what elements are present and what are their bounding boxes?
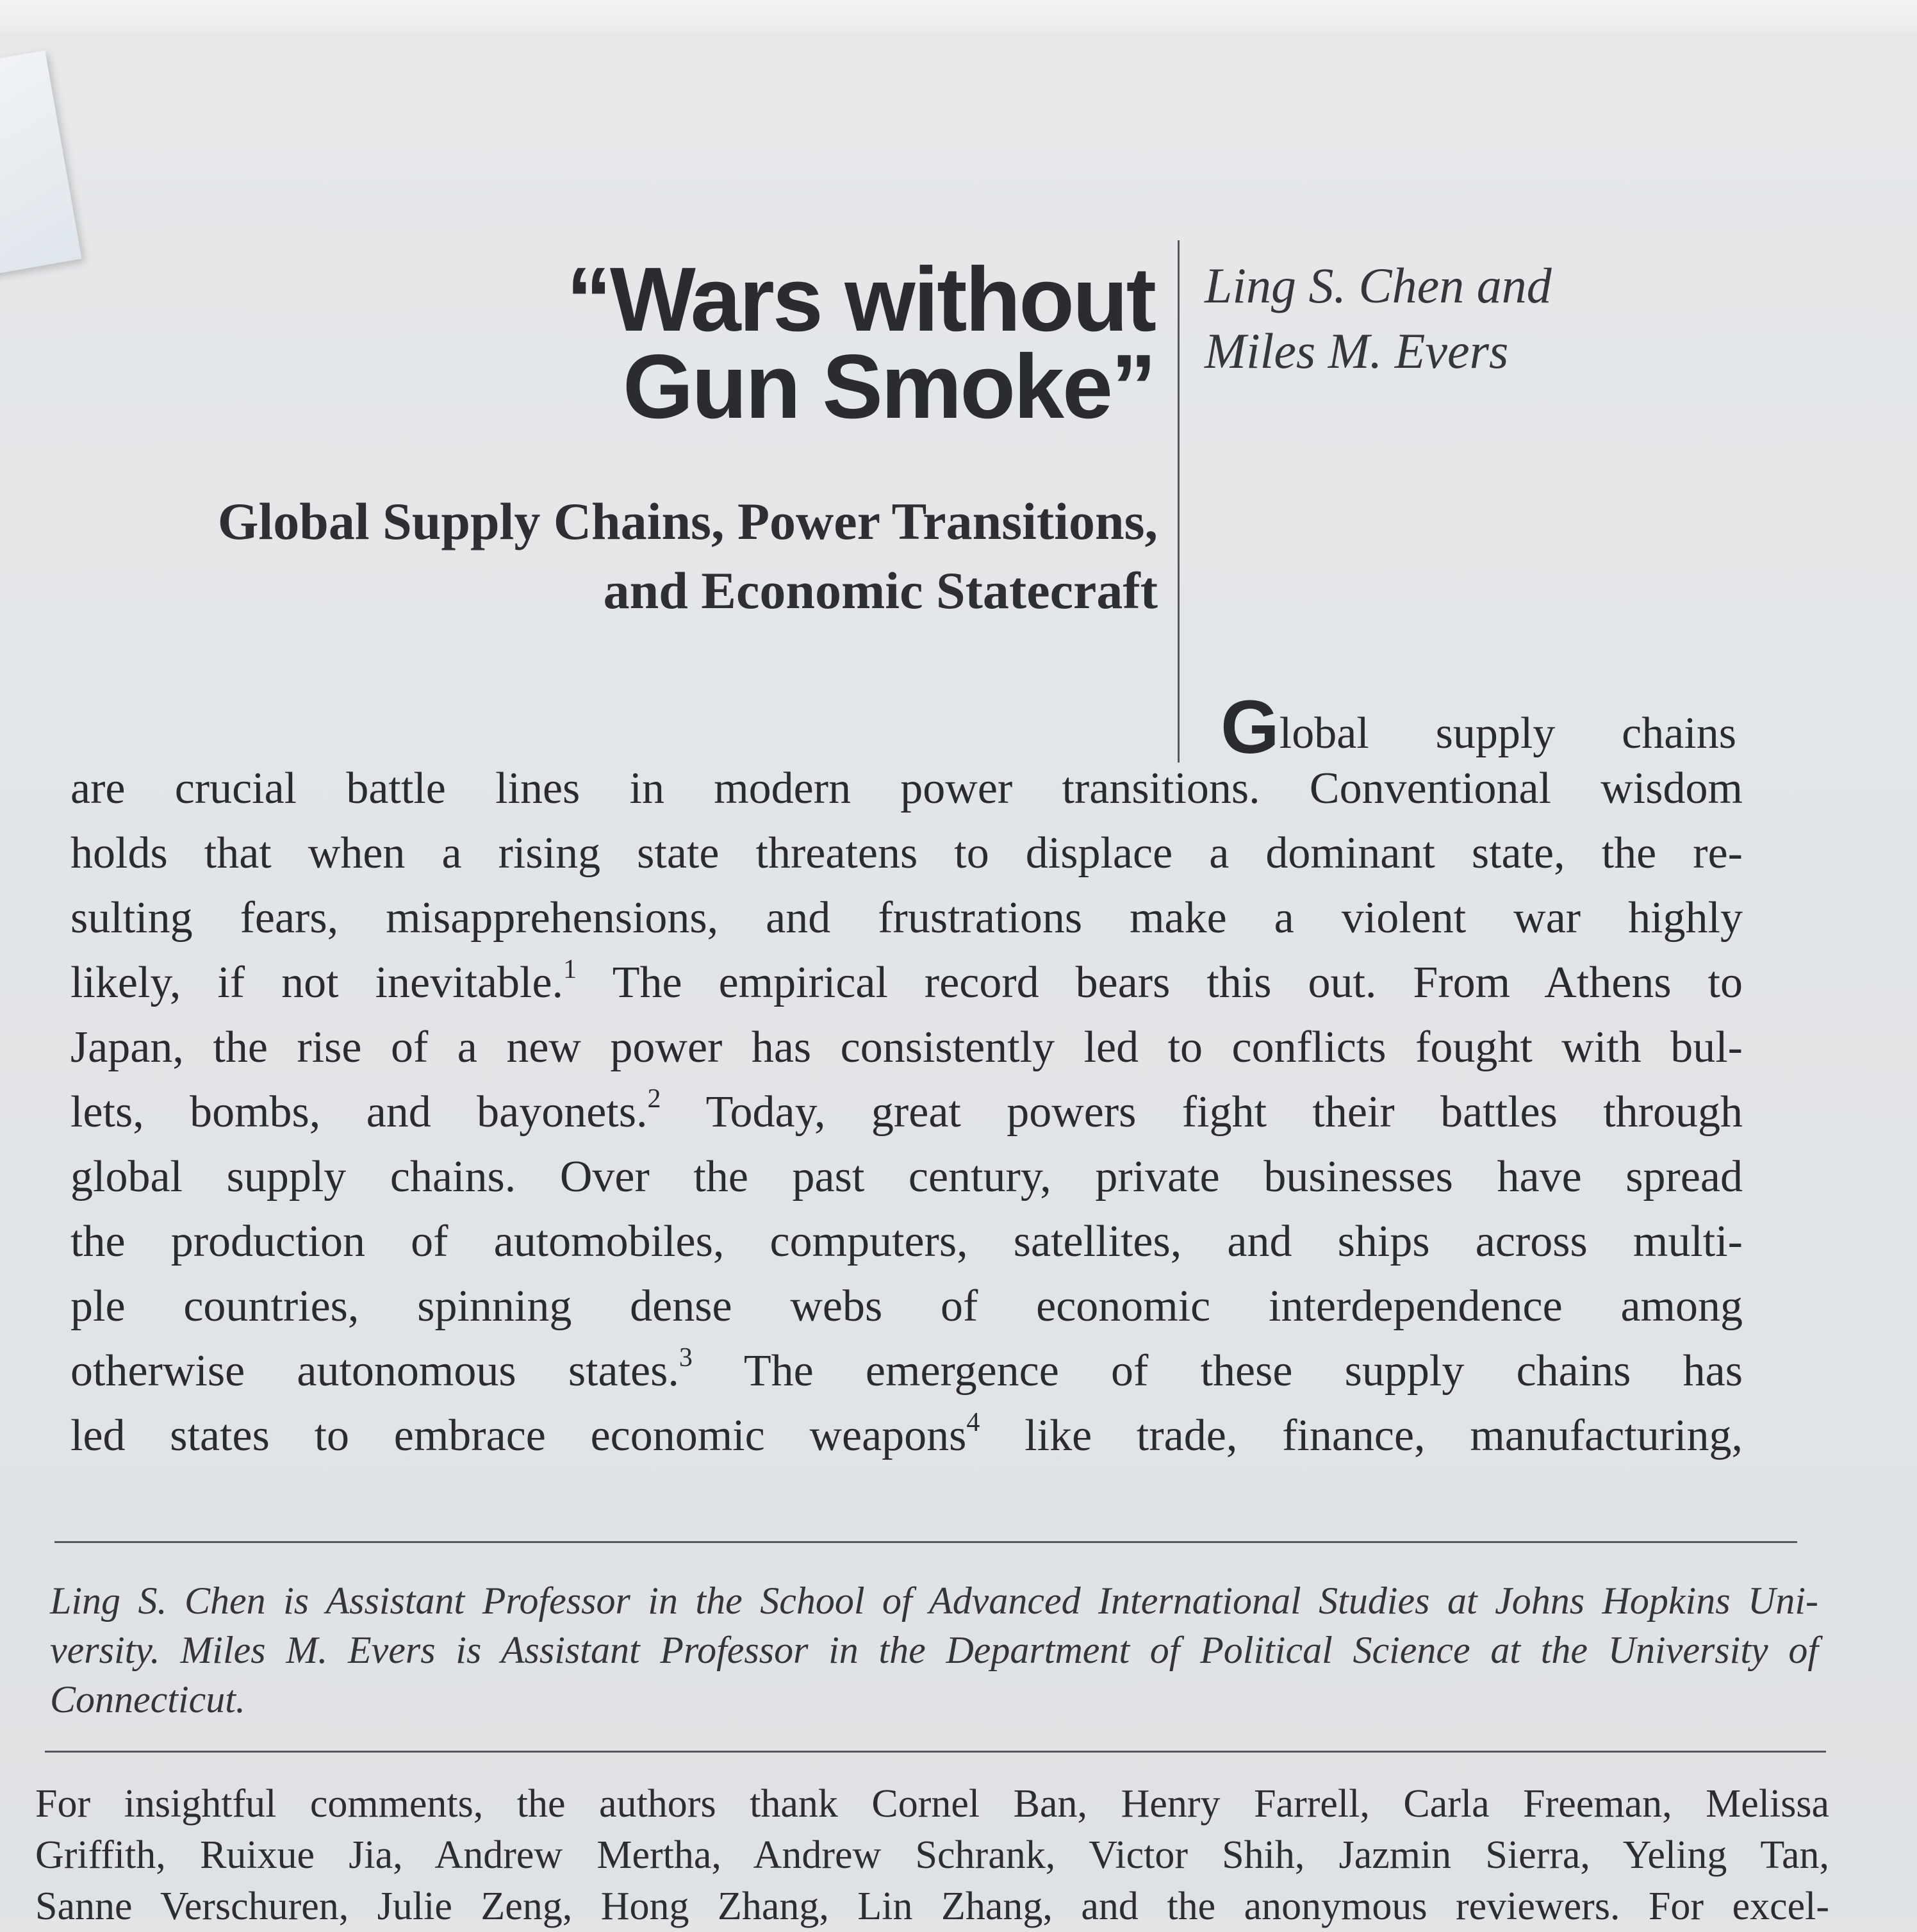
acknowledgment-line: For insightful comments, the authors thank Cornel Ban, Henry Farrell, Carla Freeman, Melissa: [35, 1782, 1829, 1826]
body-text-segment: The empirical record bears this out. From Athens to: [612, 958, 1743, 1007]
footnote-rule-bottom: [45, 1751, 1826, 1753]
affiliation-line: versity. Miles M. Evers is Assistant Professor in the Department of Political Science at the University of: [50, 1629, 1818, 1671]
affiliation-line: Ling S. Chen is Assistant Professor in the School of Advanced International Studies at Johns Hopkins Uni-: [50, 1580, 1818, 1622]
title-line-1: “Wars without: [566, 249, 1155, 351]
body-line: the production of automobiles, computers, satellites, and ships across multi-: [70, 1217, 1743, 1266]
subtitle-line-2: and Economic Statecraft: [603, 561, 1158, 620]
author-affiliation-note: [50, 1576, 1818, 1724]
title-divider-rule: [1178, 240, 1180, 763]
body-line: sulting fears, misapprehensions, and frustrations make a violent war highly: [70, 893, 1743, 943]
acknowledgment-line: Sanne Verschuren, Julie Zeng, Hong Zhang, Lin Zhang, and the anonymous reviewers. For excel-: [35, 1885, 1829, 1928]
body-text-segment: like trade, finance, manufacturing,: [1024, 1411, 1743, 1460]
body-line: are crucial battle lines in modern power transitions. Conventional wisdom: [70, 764, 1743, 813]
body-line-with-note: [70, 1339, 1743, 1403]
affiliation-line: Connecticut.: [50, 1678, 245, 1721]
subtitle-line-1: Global Supply Chains, Power Transitions,: [217, 492, 1158, 550]
body-line-with-note: [70, 1080, 1743, 1144]
body-line: global supply chains. Over the past century, private businesses have spread: [70, 1152, 1743, 1201]
body-text-segment: led states to embrace economic weapons: [70, 1411, 967, 1460]
title-line-2: Gun Smoke”: [622, 336, 1155, 438]
acknowledgment-line: Griffith, Ruixue Jia, Andrew Mertha, Andrew Schrank, Victor Shih, Jazmin Sierra, Yeling Tan,: [35, 1833, 1829, 1877]
author-byline: [1205, 253, 1552, 384]
footnote-marker: 3: [679, 1343, 693, 1373]
author-line-1: Ling S. Chen and: [1205, 258, 1552, 313]
article-subtitle: [30, 487, 1158, 625]
article-title: [566, 249, 1155, 438]
acknowledgments-note: [35, 1778, 1829, 1932]
body-text-segment: The emergence of these supply chains has: [743, 1346, 1743, 1396]
author-line-2: Miles M. Evers: [1205, 323, 1509, 379]
body-line: ple countries, spinning dense webs of economic interdependence among: [70, 1282, 1743, 1331]
body-text-segment: likely, if not inevitable.: [70, 958, 564, 1007]
footnote-rule-top: [54, 1541, 1797, 1543]
body-text-segment: otherwise autonomous states.: [70, 1346, 679, 1396]
opening-line-text: lobal supply chains: [1279, 709, 1736, 758]
body-text-segment: Today, great powers fight their battles through: [705, 1087, 1743, 1137]
body-line: holds that when a rising state threatens to displace a dominant state, the re-: [70, 829, 1743, 878]
body-line: Japan, the rise of a new power has consistently led to conflicts fought with bul-: [70, 1023, 1743, 1072]
footnote-marker: 4: [966, 1408, 980, 1437]
footnote-marker: 1: [563, 955, 577, 984]
body-text: [70, 756, 1743, 1468]
body-line-with-note: [70, 950, 1743, 1015]
footnote-marker: 2: [647, 1084, 661, 1114]
body-opening-line: [1221, 685, 1736, 770]
drop-cap: G: [1221, 685, 1279, 770]
body-text-segment: lets, bombs, and bayonets.: [70, 1087, 648, 1137]
body-line-with-note: [70, 1403, 1743, 1468]
